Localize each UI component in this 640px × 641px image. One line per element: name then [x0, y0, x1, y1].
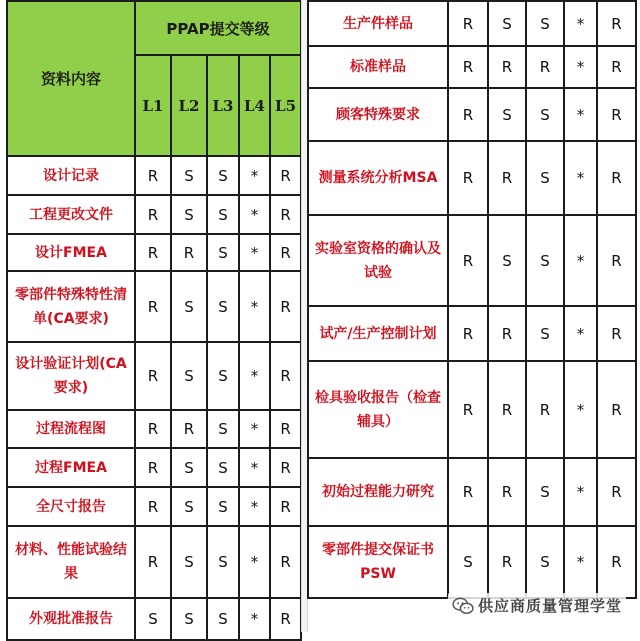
- ppap-table-right: [307, 0, 637, 599]
- level-l2-value: S: [171, 598, 207, 640]
- level-l5-value: R: [597, 526, 636, 598]
- ppap-table-left: [6, 0, 302, 641]
- table-row: [308, 458, 636, 526]
- level-l4-value: *: [239, 410, 270, 448]
- level-l4-value: *: [239, 156, 270, 195]
- level-l4-value: *: [564, 88, 597, 141]
- watermark-text: 供应商质量管理学堂: [477, 597, 622, 615]
- level-l2-value: S: [171, 156, 207, 195]
- table-row: [308, 1, 636, 46]
- level-l3-value: S: [207, 410, 239, 448]
- item-name: 试产/生产控制计划: [308, 306, 448, 361]
- level-l3-value: S: [207, 234, 239, 271]
- level-l3-value: S: [207, 195, 239, 234]
- level-l2-value: S: [488, 1, 526, 46]
- level-l3-value: S: [526, 215, 564, 306]
- level-l5-value: R: [270, 487, 301, 526]
- level-l2-value: S: [171, 342, 207, 410]
- level-l5-value: R: [270, 598, 301, 640]
- level-l5-value: R: [597, 46, 636, 88]
- item-name: 外观批准报告: [7, 598, 135, 640]
- level-header-l2: L2: [171, 55, 207, 156]
- level-l1-value: R: [448, 458, 488, 526]
- wechat-icon: [452, 597, 474, 615]
- level-l1-value: R: [135, 448, 171, 487]
- level-l3-value: S: [526, 458, 564, 526]
- level-l2-value: R: [488, 306, 526, 361]
- item-name: 设计验证计划(CA要求): [7, 342, 135, 410]
- item-name: 材料、性能试验结果: [7, 526, 135, 598]
- table-row: [7, 342, 301, 410]
- level-l4-value: *: [564, 458, 597, 526]
- table-row: [7, 156, 301, 195]
- level-l2-value: R: [488, 526, 526, 598]
- item-name: 标准样品: [308, 46, 448, 88]
- level-l4-value: *: [239, 487, 270, 526]
- level-l5-value: R: [597, 306, 636, 361]
- level-header-l5: L5: [270, 55, 301, 156]
- level-l5-value: R: [597, 141, 636, 215]
- level-l5-value: R: [270, 271, 301, 342]
- level-l5-value: R: [270, 526, 301, 598]
- level-l1-value: R: [135, 156, 171, 195]
- table-row: [7, 271, 301, 342]
- table-row: [308, 306, 636, 361]
- level-l1-value: R: [448, 46, 488, 88]
- level-l2-value: S: [171, 195, 207, 234]
- item-column-header: 资料内容: [7, 1, 135, 156]
- level-l3-value: S: [207, 487, 239, 526]
- level-l5-value: R: [270, 234, 301, 271]
- level-l1-value: R: [135, 342, 171, 410]
- item-name: 检具验收报告（检查辅具）: [308, 361, 448, 458]
- level-l1-value: R: [135, 195, 171, 234]
- table-row: [308, 141, 636, 215]
- level-l1-value: R: [448, 306, 488, 361]
- table-row: [308, 215, 636, 306]
- level-l2-value: S: [171, 271, 207, 342]
- level-l3-value: R: [526, 46, 564, 88]
- level-l1-value: R: [135, 526, 171, 598]
- level-l1-value: S: [135, 598, 171, 640]
- level-l4-value: *: [564, 46, 597, 88]
- level-l2-value: R: [171, 234, 207, 271]
- level-l4-value: *: [239, 598, 270, 640]
- level-l1-value: R: [448, 1, 488, 46]
- watermark: [448, 593, 626, 618]
- level-l4-value: *: [564, 361, 597, 458]
- level-l1-value: R: [135, 487, 171, 526]
- level-l5-value: R: [270, 410, 301, 448]
- level-l3-value: S: [526, 526, 564, 598]
- level-l5-value: R: [597, 458, 636, 526]
- level-l5-value: R: [270, 342, 301, 410]
- item-name: 全尺寸报告: [7, 487, 135, 526]
- level-l3-value: S: [207, 156, 239, 195]
- level-l2-value: S: [171, 487, 207, 526]
- item-name: 初始过程能力研究: [308, 458, 448, 526]
- level-l4-value: *: [239, 195, 270, 234]
- item-name: 设计记录: [7, 156, 135, 195]
- level-l1-value: R: [135, 410, 171, 448]
- level-l3-value: S: [207, 448, 239, 487]
- item-name: 零部件特殊特性清单(CA要求): [7, 271, 135, 342]
- level-l3-value: R: [526, 361, 564, 458]
- level-header-l3: L3: [207, 55, 239, 156]
- item-name: 测量系统分析MSA: [308, 141, 448, 215]
- level-l2-value: S: [171, 448, 207, 487]
- level-l2-value: R: [171, 410, 207, 448]
- level-l5-value: R: [270, 156, 301, 195]
- level-l4-value: *: [564, 526, 597, 598]
- level-l3-value: S: [526, 306, 564, 361]
- item-name: 实验室资格的确认及试验: [308, 215, 448, 306]
- table-row: [308, 526, 636, 598]
- level-l4-value: *: [239, 271, 270, 342]
- table-row: [7, 448, 301, 487]
- level-l4-value: *: [239, 234, 270, 271]
- level-l2-value: R: [488, 458, 526, 526]
- item-name: 生产件样品: [308, 1, 448, 46]
- level-l1-value: R: [135, 234, 171, 271]
- item-name: 零部件提交保证书PSW: [308, 526, 448, 598]
- level-l4-value: *: [239, 448, 270, 487]
- item-name: 顾客特殊要求: [308, 88, 448, 141]
- level-l2-value: S: [171, 526, 207, 598]
- level-l2-value: S: [488, 88, 526, 141]
- level-l3-value: S: [207, 526, 239, 598]
- level-l1-value: R: [448, 361, 488, 458]
- level-l4-value: *: [564, 141, 597, 215]
- level-l3-value: S: [526, 88, 564, 141]
- level-l1-value: R: [448, 88, 488, 141]
- level-l3-value: S: [526, 141, 564, 215]
- level-l5-value: R: [597, 215, 636, 306]
- table-row: [7, 234, 301, 271]
- level-l1-value: S: [448, 526, 488, 598]
- table-row: [7, 487, 301, 526]
- level-l4-value: *: [564, 306, 597, 361]
- level-l5-value: R: [597, 361, 636, 458]
- table-row: [7, 410, 301, 448]
- level-l4-value: *: [564, 1, 597, 46]
- table-row: [7, 526, 301, 598]
- level-l5-value: R: [597, 88, 636, 141]
- table-row: [7, 598, 301, 640]
- item-name: 过程流程图: [7, 410, 135, 448]
- level-l5-value: R: [270, 448, 301, 487]
- level-l1-value: R: [448, 215, 488, 306]
- level-header-l4: L4: [239, 55, 270, 156]
- level-l4-value: *: [564, 215, 597, 306]
- item-name: 设计FMEA: [7, 234, 135, 271]
- levels-header: PPAP提交等级: [135, 1, 301, 55]
- level-l1-value: R: [135, 271, 171, 342]
- table-row: [7, 195, 301, 234]
- level-l3-value: S: [207, 271, 239, 342]
- level-l5-value: R: [270, 195, 301, 234]
- level-l3-value: S: [526, 1, 564, 46]
- level-header-l1: L1: [135, 55, 171, 156]
- table-row: [308, 46, 636, 88]
- level-l2-value: R: [488, 46, 526, 88]
- level-l5-value: R: [597, 1, 636, 46]
- level-l4-value: *: [239, 526, 270, 598]
- level-l2-value: S: [488, 215, 526, 306]
- item-name: 工程更改文件: [7, 195, 135, 234]
- table-row: [308, 361, 636, 458]
- level-l2-value: R: [488, 361, 526, 458]
- level-l2-value: R: [488, 141, 526, 215]
- level-l3-value: S: [207, 342, 239, 410]
- level-l4-value: *: [239, 342, 270, 410]
- table-row: [308, 88, 636, 141]
- level-l3-value: S: [207, 598, 239, 640]
- level-l1-value: R: [448, 141, 488, 215]
- item-name: 过程FMEA: [7, 448, 135, 487]
